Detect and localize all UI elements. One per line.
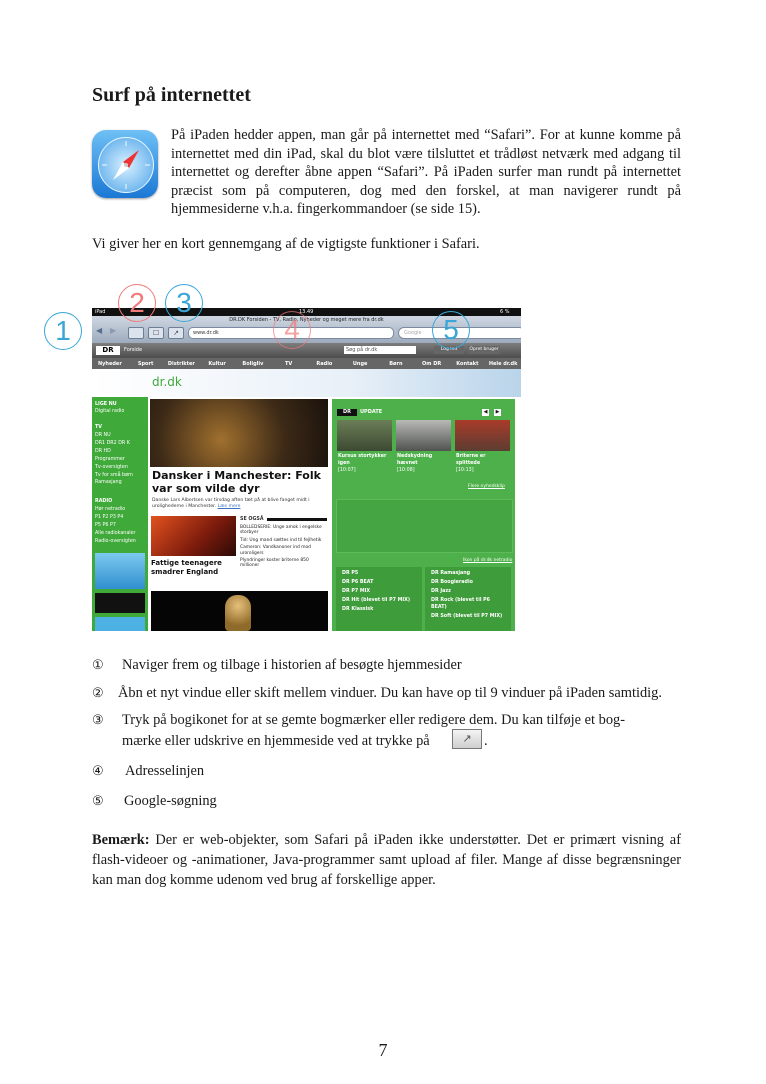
top-news-image[interactable] (150, 399, 328, 467)
se-ogsaa-list (240, 525, 328, 569)
dr-update-label: UPDATE (360, 409, 383, 415)
brand-wordmark: dr.dk (152, 375, 182, 389)
caption-text: Åbn et nyt vindue eller skift mellem vinduer. Du kan have op til 9 vinduer på iPaden samtidig. (118, 685, 662, 701)
left-nav-programmer[interactable]: Programmer (95, 457, 125, 462)
top-news-caption (152, 498, 330, 510)
left-nav-dr-nu[interactable]: DR NU (95, 433, 111, 438)
dr-update-logo: DR (337, 409, 357, 416)
promo-image[interactable] (95, 617, 145, 631)
left-nav-p-row2[interactable]: P5 P6 P7 (95, 523, 116, 528)
pages-button[interactable] (128, 327, 144, 339)
site-search-text: Søg på dr.dk (346, 347, 378, 353)
back-button[interactable]: ◀ (96, 326, 103, 335)
channel-item[interactable]: DR Ramasjang (431, 571, 471, 576)
nav-item[interactable]: Kontakt (456, 360, 479, 367)
status-device: iPad (95, 309, 106, 315)
channel-item[interactable]: DR Klassisk (342, 607, 374, 612)
nav-item[interactable]: Distrikter (167, 360, 195, 367)
create-user-button[interactable] (468, 346, 500, 354)
top-news-headline[interactable]: Dansker i Manchester: Folk var som vilde dyr (152, 469, 321, 495)
se-ogsaa-rule (267, 518, 327, 521)
more-news-link[interactable]: Flere nyhedsklip (468, 484, 505, 489)
video-thumb[interactable] (337, 420, 392, 451)
dr-update-panel (332, 399, 515, 631)
dr-nav-bar (92, 358, 521, 369)
site-search-input[interactable] (344, 346, 416, 354)
video-time: [10:08] (397, 468, 415, 473)
story2-image[interactable] (151, 516, 236, 556)
se-ogsaa-item[interactable]: Plyndringer koster briterne 850 millioner (240, 558, 309, 569)
story3-image[interactable] (151, 591, 328, 631)
se-ogsaa-item[interactable]: BOLLEDSERIE: Unge amok i engelske storbyer (240, 525, 322, 536)
left-nav-tv-oversigten[interactable]: Tv-oversigten (95, 465, 128, 470)
callout-2: 2 (118, 284, 156, 322)
left-nav-lige-nu: LIGE NU (95, 402, 117, 407)
video-caption-text: Briterne er splittede (456, 454, 486, 466)
channel-item[interactable]: DR P7 MIX (342, 589, 371, 594)
caption-number: ② (92, 685, 104, 700)
left-nav (92, 397, 148, 631)
radio-player-area (336, 499, 513, 553)
left-nav-radio: RADIO (95, 499, 113, 504)
left-nav-dr-hd[interactable]: DR HD (95, 449, 111, 454)
channel-item[interactable]: DR P6 BEAT (342, 580, 374, 585)
caption-number: ④ (92, 763, 104, 778)
promo-image[interactable] (95, 593, 145, 613)
caption-number: ⑤ (92, 793, 104, 808)
left-nav-ramasjang[interactable]: Ramasjang (95, 480, 122, 485)
nav-item[interactable]: Børn (389, 360, 403, 367)
channel-item[interactable]: DR Rock (blevet til P6 BEAT) (431, 598, 491, 610)
se-ogsaa-heading: SE OGSÅ (240, 517, 264, 522)
radio-link[interactable]: Ikon på dr.dk netradio (463, 558, 513, 563)
callout-3: 3 (165, 284, 203, 322)
channel-item[interactable]: DR Jazz (431, 589, 451, 594)
channel-list-left (336, 567, 422, 631)
nav-item[interactable]: Boligliv (242, 360, 264, 367)
nav-item[interactable]: Om DR (422, 360, 442, 367)
forside-link[interactable]: Forside (124, 347, 143, 353)
left-nav-hoer[interactable]: Hør netradio (95, 507, 126, 512)
left-nav-tv-channels[interactable]: DR1 DR2 DR K (95, 441, 130, 446)
caption-text: Naviger frem og tilbage i historien af besøgte hjemmesider (122, 657, 462, 673)
status-battery: 6 % (500, 309, 510, 315)
callout-1: 1 (44, 312, 82, 350)
channel-list-right (425, 567, 511, 631)
callout-5: 5 (432, 311, 470, 349)
page-title-bar: DR.DK Forsiden - TV, Radio, Nyheder og meget mere fra dr.dk (229, 317, 384, 323)
left-nav-p-row1[interactable]: P1 P2 P3 P4 (95, 515, 124, 520)
safari-compass-icon (92, 130, 158, 198)
carousel-next-button[interactable]: ▶ (495, 409, 500, 415)
page-number: 7 (378, 1040, 388, 1060)
nav-item[interactable]: TV (284, 360, 293, 367)
remark-paragraph (92, 830, 681, 890)
caption-text: Google-søgning (124, 793, 217, 809)
video-thumb[interactable] (396, 420, 451, 451)
nav-item[interactable]: Radio (316, 360, 333, 367)
brand-banner (92, 369, 521, 397)
left-nav-tv: TV (95, 425, 102, 430)
video-caption[interactable] (338, 453, 392, 474)
caption-text-line2: mærke eller udskrive en hjemmeside ved at trykke på (122, 733, 430, 749)
top-news-more-link[interactable]: Læs mere (217, 504, 241, 509)
video-time: [10:13] (456, 468, 474, 473)
intro-paragraph: På iPaden hedder appen, man går på internettet med “Safari”. For at kunne komme på internettet med din iPad, skal du blot være tilsluttet et trådløst netværk med adgang til internettet og derefter åbne appen “Safari”. På iPaden surfer man rundt på internettet præcist som på computeren, dog med den forskel, at man navigerer rundt på hjemmesiderne v.h.a. fingerkommandoer (se side 15). (171, 127, 681, 218)
video-caption-text: Kursus stortykker igen (338, 454, 387, 466)
se-ogsaa-item[interactable]: Tid: Ung mand sættes ind til fejlhetik (240, 537, 322, 543)
bookmarks-button[interactable]: ☐ (148, 327, 164, 339)
promo-image[interactable] (95, 553, 145, 589)
caption-number: ① (92, 657, 104, 672)
dr-logo[interactable]: DR (96, 346, 120, 355)
nav-item[interactable]: Hele dr.dk (488, 360, 518, 367)
left-nav-tv-for-smaa[interactable]: Tv for små børn (95, 473, 133, 478)
address-text: www.dr.dk (193, 330, 219, 336)
page-title: Surf på internettet (92, 84, 251, 106)
channel-item[interactable]: DR Boogieradio (431, 580, 473, 585)
remark-text: Der er web-objekter, som Safari på iPaden ikke understøtter. Det er primært visning af flash-videoer og -animationer, Java-programmer samt upload af filer. Mange af disse begrænsninger kan man dog komme udenom ved brug af forskellige apper. (92, 832, 681, 888)
carousel-prev-button[interactable]: ◀ (483, 409, 488, 415)
video-time: [10:07] (338, 468, 356, 473)
caption-text-line1: Tryk på bogikonet for at se gemte bogmærker eller redigere dem. Du kan tilføje et bog- (122, 712, 625, 728)
nav-item[interactable]: Nyheder (97, 360, 122, 367)
channel-item[interactable]: DR P5 (342, 571, 359, 576)
video-thumb[interactable] (455, 420, 510, 451)
left-nav-radio-oversigten[interactable]: Radio-oversigten (95, 539, 136, 544)
callout-4: 4 (273, 311, 311, 349)
caption-item (92, 712, 692, 752)
caption-end: . (484, 733, 488, 749)
status-time: 13.49 (299, 309, 314, 315)
channel-item[interactable]: DR Hit (blevet til P7 MIX) (342, 598, 411, 603)
nav-item[interactable]: Unge (352, 360, 368, 367)
left-nav-digital-radio[interactable]: Digital radio (95, 409, 125, 414)
lead-paragraph: Vi giver her en kort gennemgang af de vigtigste funktioner i Safari. (92, 236, 480, 252)
se-ogsaa-item[interactable]: Cameron: Vandkanoner ind mod uroroligers (240, 545, 311, 556)
channel-item[interactable]: DR Soft (blevet til P7 MIX) (431, 614, 503, 619)
safari-screenshot (92, 308, 521, 631)
top-news-caption-text: Danske Lars Albertsen var tirsdag aften tæt på at blive fanget midt i urolighederne i Manchester. (152, 498, 310, 509)
create-user-label: Opret bruger (469, 347, 499, 352)
forward-button[interactable]: ▶ (110, 326, 117, 335)
video-caption-text: Nedskydning hævnet (397, 454, 433, 466)
login-label: Log ind (440, 347, 458, 352)
left-nav-alle[interactable]: Alle radiokanaler (95, 531, 136, 536)
story2-title[interactable]: Fattige teenagere smadrer England (151, 559, 222, 576)
share-button[interactable]: ↗ (168, 327, 184, 339)
caption-text: Adresselinjen (125, 763, 205, 779)
share-icon: ↗ (452, 729, 482, 749)
video-caption[interactable] (456, 453, 510, 474)
remark-label: Bemærk: (92, 832, 150, 848)
caption-number: ③ (92, 712, 104, 727)
google-search-placeholder: Google (404, 330, 422, 336)
video-caption[interactable] (397, 453, 451, 474)
nav-item[interactable]: Sport (137, 360, 154, 367)
nav-item[interactable]: Kultur (208, 360, 226, 367)
